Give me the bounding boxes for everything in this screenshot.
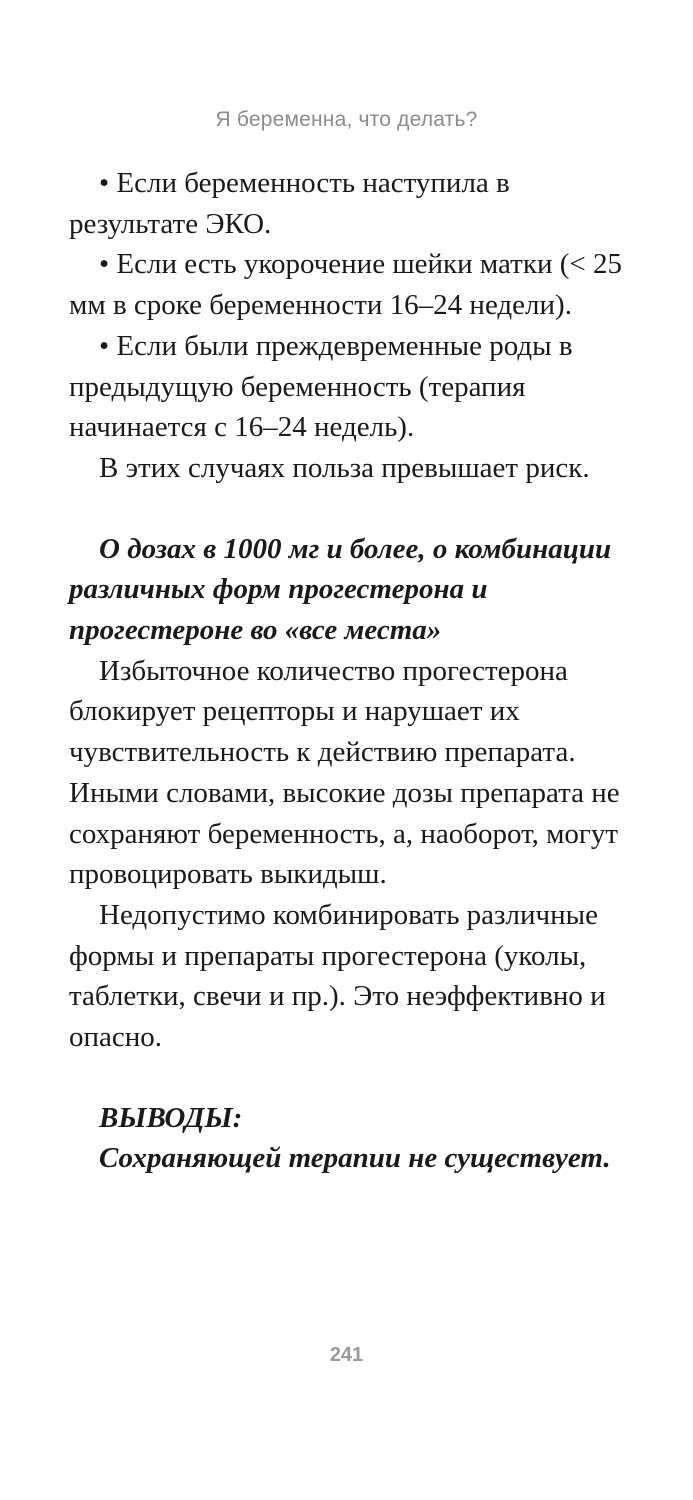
summary-paragraph: В этих случаях польза превышает риск. [99,451,590,484]
section-subheading: О дозах в 1000 мг и более, о комбинации различных форм прогестерона и прогестероне во «все места» [69,532,612,647]
conclusion-title: ВЫВОДЫ: [99,1101,243,1134]
section-gap [69,1058,629,1098]
section-gap [69,489,629,529]
combination-paragraph: Недопустимо комбинировать различные формы и препараты прогестерона (уколы, таблетки, свечи и пр.). Это неэффективно и опасно. [69,898,606,1054]
bullet-ivf: • Если беременность наступила в результате ЭКО. [69,167,510,240]
conclusion-text: Сохраняющей терапии не существует. [99,1142,611,1175]
running-header: Я беременна, что делать? [215,108,478,131]
page-body [69,163,629,1179]
excess-dose-paragraph: Избыточное количество прогестерона блокирует рецепторы и нарушает их чувствительность к действию препарата. Иными словами, высокие дозы препарата не сохраняют беременность, а, наоборот, могут провоцировать выкидыш. [69,654,620,891]
page-number: 241 [329,1344,364,1366]
bullet-cervix-shortening: • Если есть укорочение шейки матки (< 25 мм в сроке беременности 16–24 недели). [69,248,622,322]
bullet-preterm-birth: • Если были преждевременные роды в предыдущую беременность (терапия начинается с 16–24 недель). [69,329,573,444]
